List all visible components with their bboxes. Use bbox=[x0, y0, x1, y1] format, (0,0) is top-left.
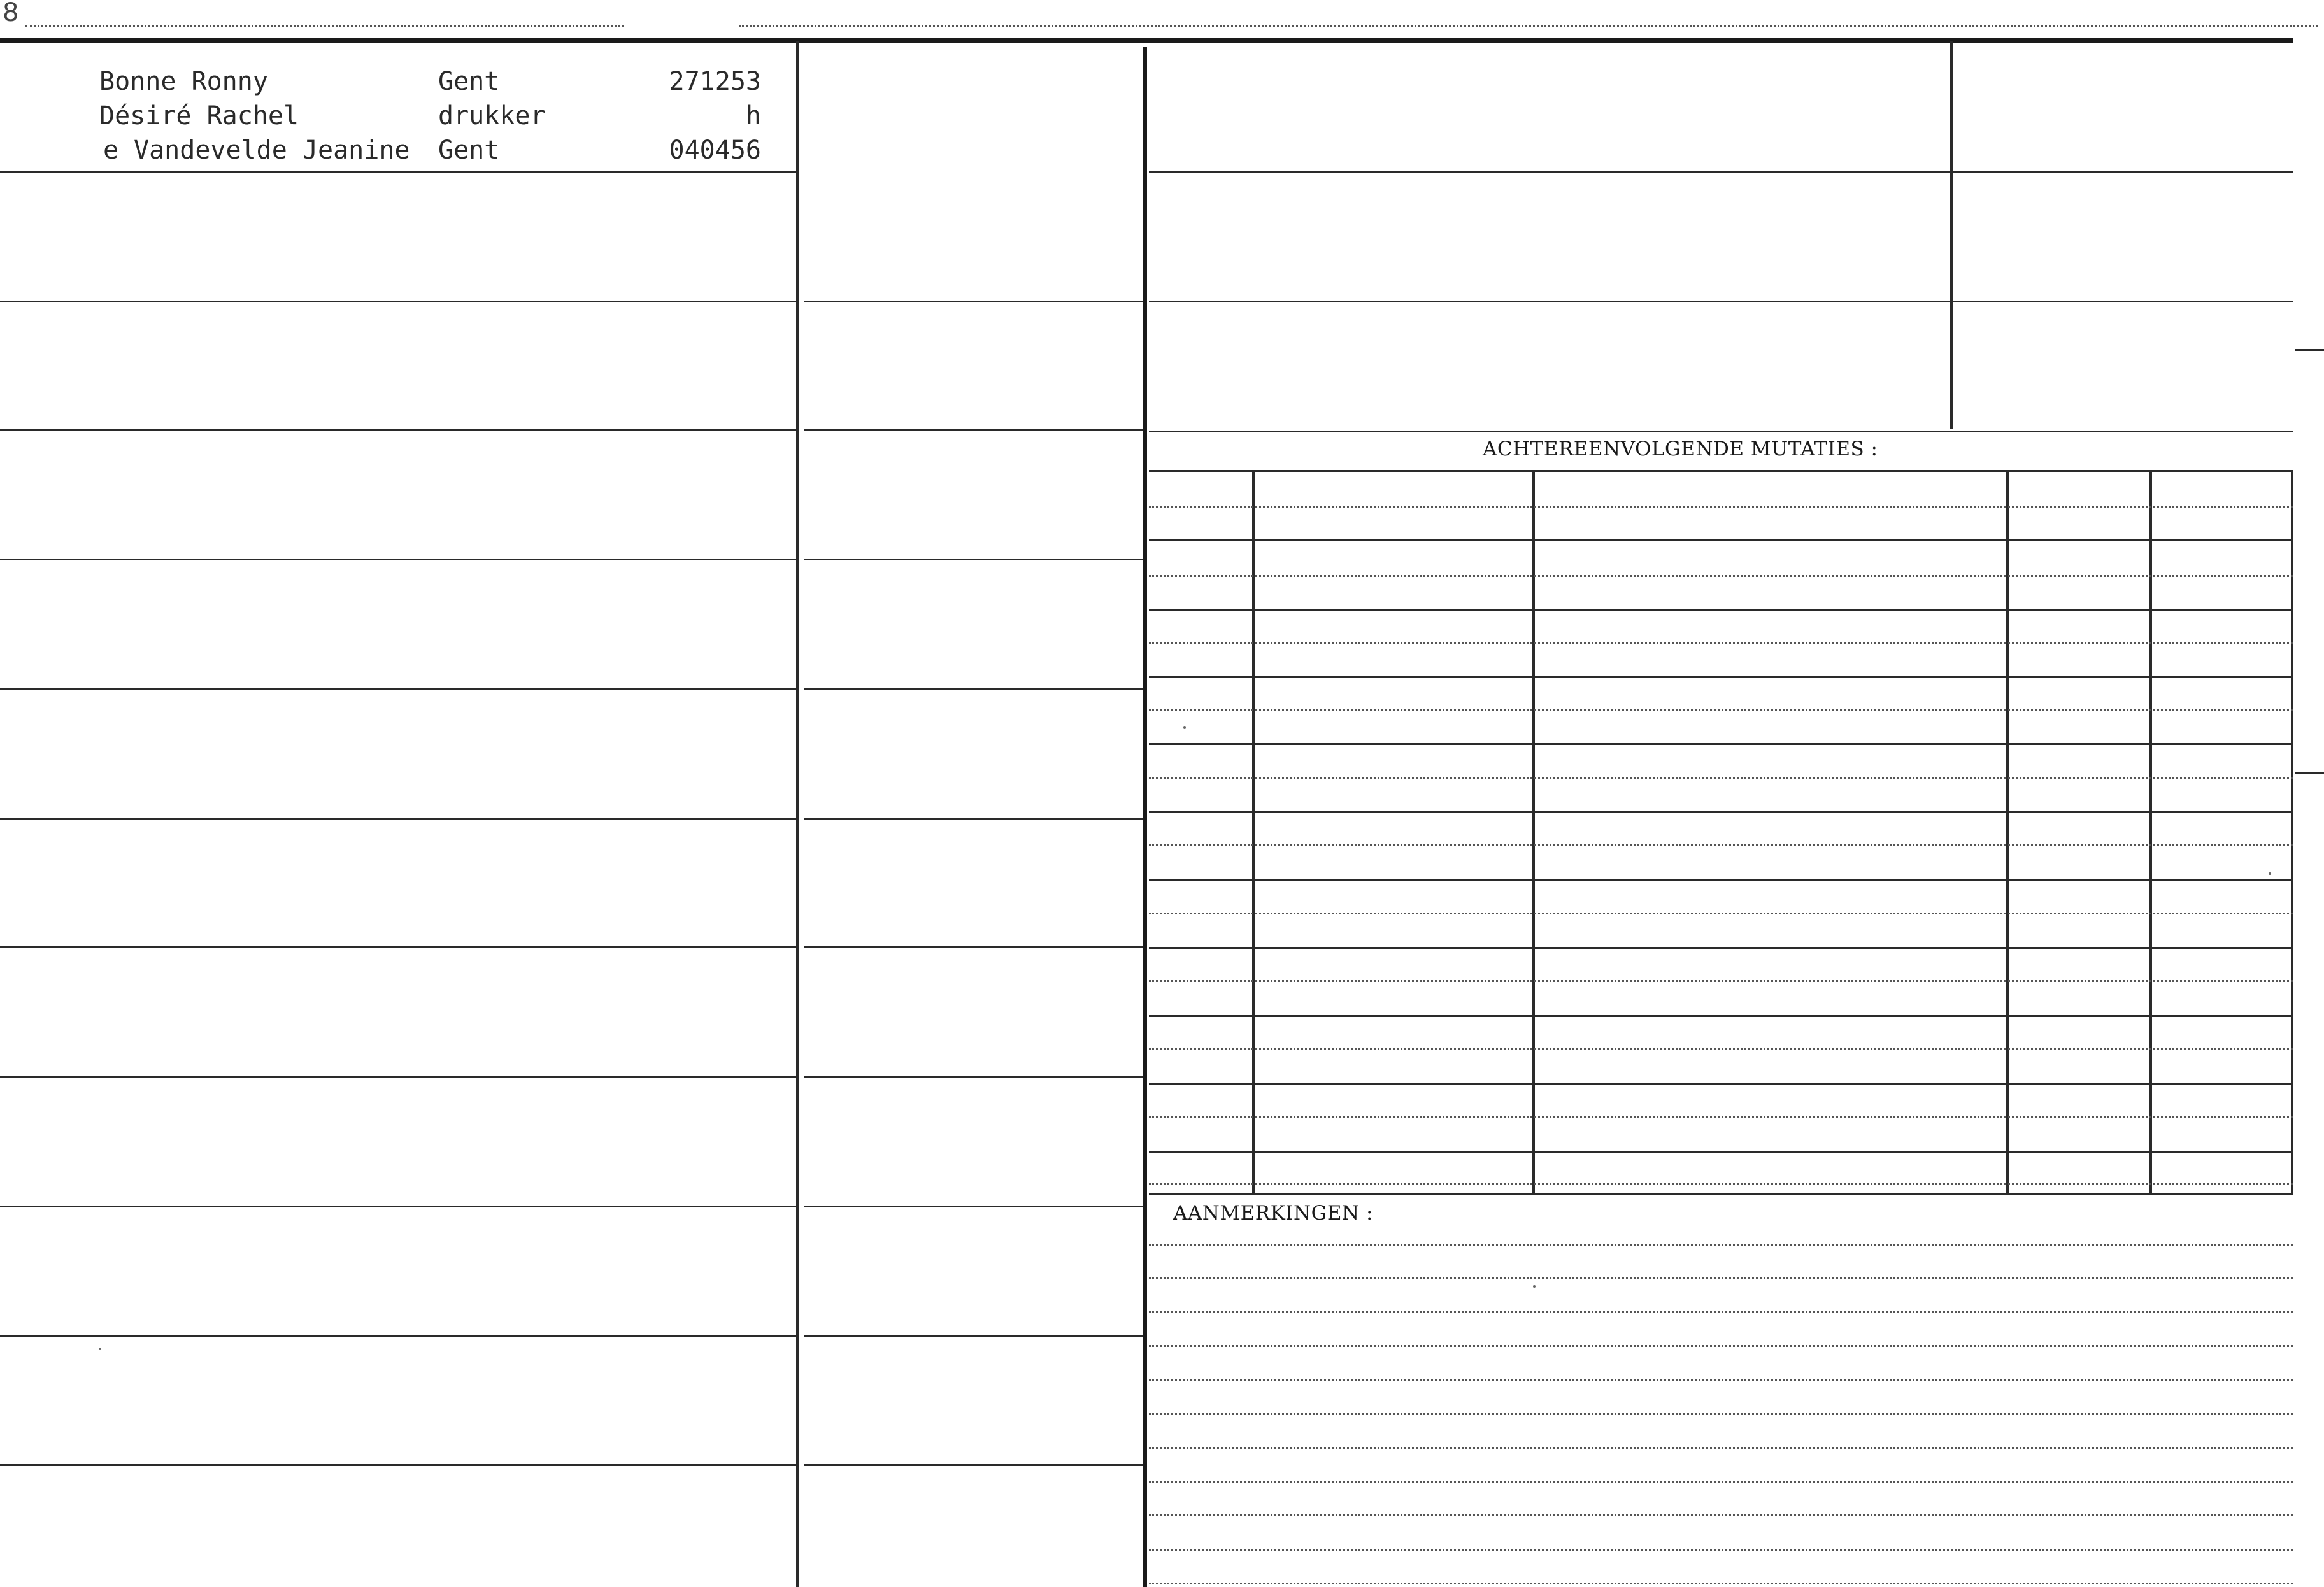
scan-edge-mark: 8 bbox=[3, 0, 19, 27]
row-divider bbox=[0, 688, 798, 690]
mutation-line bbox=[1149, 1083, 2293, 1085]
entry-occupation: drukker bbox=[438, 101, 546, 131]
remarks-line bbox=[1149, 1311, 2293, 1313]
entry-name-1: Bonne Ronny bbox=[99, 67, 268, 96]
row-divider bbox=[1149, 171, 2293, 173]
row-divider bbox=[0, 559, 798, 560]
remarks-line bbox=[1149, 1481, 2293, 1483]
mutation-line bbox=[1149, 1183, 2293, 1185]
remarks-line bbox=[1149, 1379, 2293, 1381]
mutations-heading: ACHTEREENVOLGENDE MUTATIES : bbox=[1483, 438, 1878, 460]
scan-speck bbox=[2269, 872, 2271, 875]
remarks-line bbox=[1149, 1549, 2293, 1551]
mutations-column-divider bbox=[2149, 471, 2152, 1194]
mutations-column-divider bbox=[1532, 471, 1535, 1194]
mutation-line bbox=[1149, 777, 2293, 779]
mutations-table-bottom bbox=[1149, 1193, 2293, 1195]
remarks-line bbox=[1149, 1583, 2293, 1584]
row-divider bbox=[0, 1464, 798, 1466]
row-divider bbox=[804, 1076, 1144, 1078]
mutation-line bbox=[1149, 506, 2293, 508]
top-scan-edge-right bbox=[739, 25, 2318, 27]
row-divider bbox=[1149, 301, 2293, 302]
row-divider bbox=[0, 1206, 798, 1207]
entry-name-2: Désiré Rachel bbox=[99, 101, 299, 131]
top-scan-edge-left bbox=[25, 25, 624, 27]
entry-prefix-marker: e bbox=[103, 136, 119, 165]
row-divider bbox=[804, 688, 1144, 690]
entry-date-1: 271253 bbox=[669, 67, 761, 96]
main-column-divider bbox=[1143, 47, 1147, 1587]
margin-tick bbox=[2295, 349, 2324, 351]
entry-code: h bbox=[745, 101, 761, 131]
top-border-rule bbox=[0, 38, 2293, 43]
mutation-line bbox=[1149, 709, 2293, 711]
row-divider bbox=[804, 1464, 1144, 1466]
mutation-line bbox=[1149, 676, 2293, 678]
mutation-line bbox=[1149, 575, 2293, 577]
row-divider bbox=[0, 946, 798, 948]
row-divider bbox=[804, 818, 1144, 820]
remarks-line bbox=[1149, 1345, 2293, 1347]
mutation-line bbox=[1149, 980, 2293, 982]
mutation-line bbox=[1149, 609, 2293, 611]
remarks-line bbox=[1149, 1413, 2293, 1415]
mutation-line bbox=[1149, 947, 2293, 949]
mutation-line bbox=[1149, 1151, 2293, 1153]
entry-name-3: Vandevelde Jeanine bbox=[134, 136, 410, 165]
row-divider bbox=[804, 946, 1144, 948]
column-divider bbox=[1950, 41, 1953, 429]
mutation-line bbox=[1149, 879, 2293, 881]
mutation-line bbox=[1149, 1048, 2293, 1050]
row-divider bbox=[0, 301, 798, 302]
mutations-table-top bbox=[1149, 470, 2293, 472]
column-divider bbox=[796, 41, 799, 1587]
mutations-column-divider bbox=[1252, 471, 1255, 1194]
remarks-heading: AANMERKINGEN : bbox=[1173, 1202, 1373, 1225]
mutation-line bbox=[1149, 539, 2293, 541]
remarks-line bbox=[1149, 1514, 2293, 1516]
mutation-line bbox=[1149, 913, 2293, 914]
margin-tick bbox=[2295, 772, 2324, 774]
mutations-column-divider bbox=[2006, 471, 2009, 1194]
mutation-line bbox=[1149, 844, 2293, 846]
remarks-line bbox=[1149, 1277, 2293, 1279]
entry-place-2: Gent bbox=[438, 136, 500, 165]
row-divider bbox=[804, 429, 1144, 431]
row-divider bbox=[0, 1076, 798, 1078]
row-divider bbox=[1149, 431, 2293, 432]
mutation-line bbox=[1149, 1116, 2293, 1118]
row-divider bbox=[0, 818, 798, 820]
scan-speck bbox=[99, 1348, 101, 1350]
scan-speck bbox=[1533, 1285, 1536, 1288]
row-divider bbox=[0, 1335, 798, 1337]
row-divider bbox=[0, 171, 798, 173]
mutation-line bbox=[1149, 811, 2293, 813]
row-divider bbox=[0, 429, 798, 431]
row-divider bbox=[804, 559, 1144, 560]
row-divider bbox=[804, 1206, 1144, 1207]
entry-date-2: 040456 bbox=[669, 136, 761, 165]
mutation-line bbox=[1149, 642, 2293, 644]
scan-speck bbox=[1183, 726, 1186, 729]
entry-place-1: Gent bbox=[438, 67, 500, 96]
mutation-line bbox=[1149, 1015, 2293, 1017]
row-divider bbox=[804, 301, 1144, 302]
mutations-column-divider bbox=[2291, 471, 2293, 1194]
remarks-line bbox=[1149, 1447, 2293, 1449]
remarks-line bbox=[1149, 1244, 2293, 1246]
row-divider bbox=[804, 1335, 1144, 1337]
mutation-line bbox=[1149, 743, 2293, 745]
